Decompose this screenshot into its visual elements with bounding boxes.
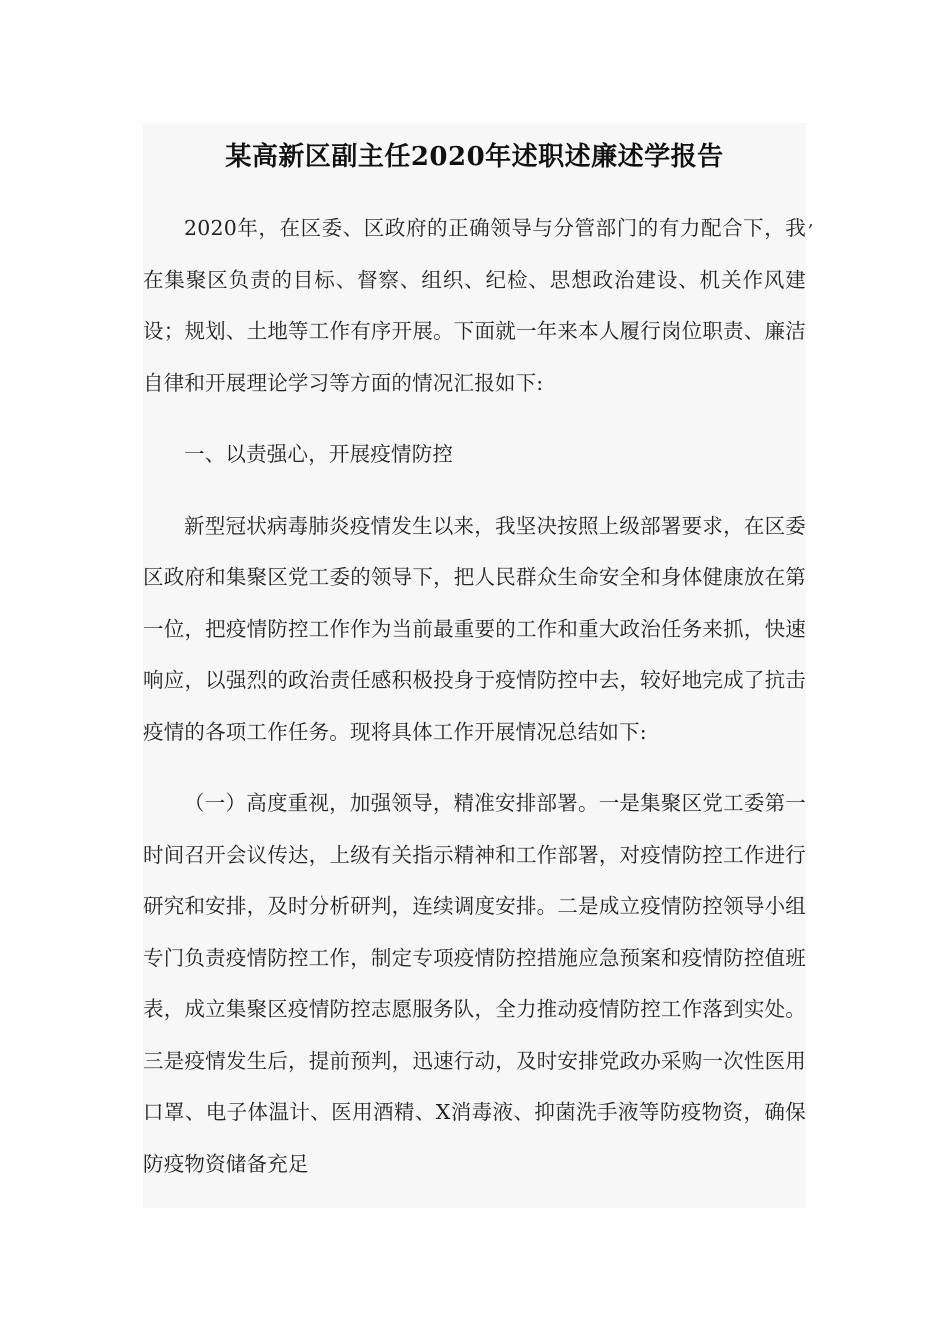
paragraph-subsection-1: （一）高度重视，加强领导，精准安排部署。一是集聚区党工委第一时间召开会议传达，上级有关指示精神和工作部署，对疫情防控工作进行研究和安排，及时分析研判，连续调度安排。二是成立疫情防控领导小组专门负责疫情防控工作，制定专项疫情防控措施应急预案和疫情防控值班表，成立集聚区疫情防控志愿服务队，全力推动疫情防控工作落到实处。三是疫情发生后，提前预判，迅速行动，及时安排党政办采购一次性医用口罩、电子体温计、医用酒精、X消毒液、抑菌洗手液等防疫物资，确保防疫物资储备充足 (143, 791, 806, 1176)
document-title: 某高新区副主任2020年述职述廉述学报告 (225, 142, 724, 172)
document-body (143, 123, 806, 1208)
margin-mark: , (808, 210, 814, 231)
paragraph-intro: 2020年，在区委、区政府的正确领导与分管部门的有力配合下，我在集聚区负责的目标、督察、组织、纪检、思想政治建设、机关作风建设；规划、土地等工作有序开展。下面就一年来本人履行岗位职责、廉洁自律和开展理论学习等方面的情况汇报如下: (143, 216, 806, 395)
paragraph-epidemic-overview: 新型冠状病毒肺炎疫情发生以来，我坚决按照上级部署要求，在区委区政府和集聚区党工委的领导下，把人民群众生命安全和身体健康放在第一位，把疫情防控工作作为当前最重要的工作和重大政治任务来抓，快速响应，以强烈的政治责任感积极投身于疫情防控中去，较好地完成了抗击疫情的各项工作任务。现将具体工作开展情况总结如下: (143, 513, 806, 744)
section-heading-1: 一、以责强心，开展疫情防控 (184, 442, 454, 466)
